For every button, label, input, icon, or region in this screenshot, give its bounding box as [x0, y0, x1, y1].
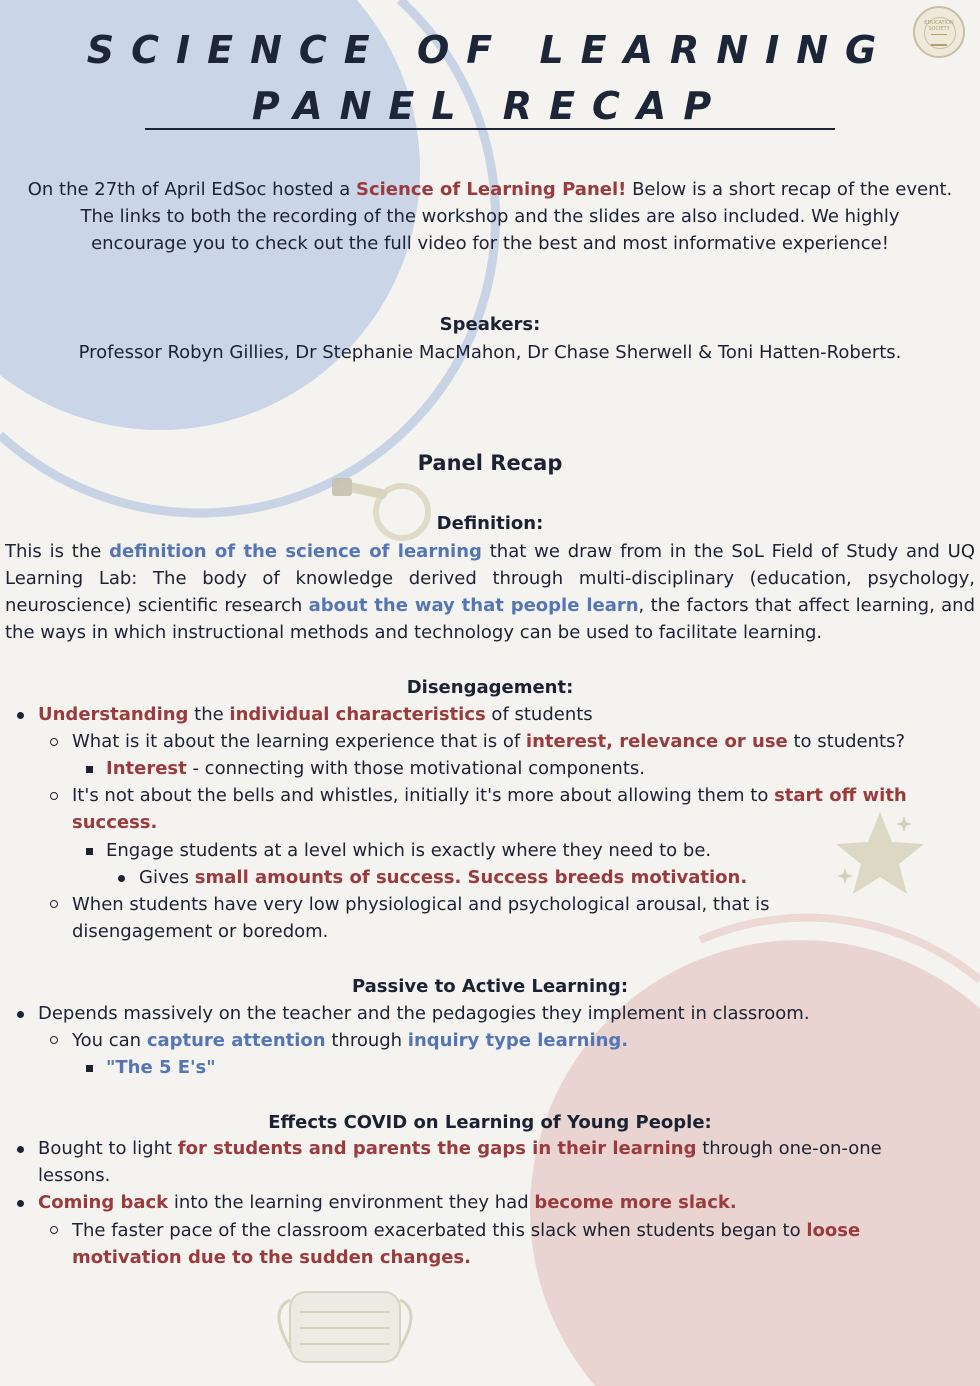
list-item: The faster pace of the classroom exacerbated this slack when students began to loose: [72, 1220, 861, 1241]
bullet: [86, 1065, 93, 1072]
intro-line-2: The links to both the recording of the workshop and the slides are also included. We highly: [80, 206, 900, 227]
bullet: [50, 738, 58, 746]
bullet: [50, 1226, 58, 1234]
logo-text: EDUCATION SOCIETY: [924, 20, 954, 32]
list-item: It's not about the bells and whistles, initially it's more about allowing them to start off with: [72, 785, 907, 806]
passive-active-heading: Passive to Active Learning:: [351, 976, 629, 997]
bullet: [17, 1011, 24, 1018]
list-item: Bought to light for students and parents the gaps in their learning through one-on-one: [38, 1138, 882, 1159]
intro-line-3: encourage you to check out the full video for the best and most informative experience!: [91, 233, 889, 254]
list-item: Coming back into the learning environment they had become more slack.: [38, 1192, 737, 1213]
list-item: Engage students at a level which is exactly where they need to be.: [106, 840, 712, 861]
bullet: [17, 1146, 24, 1153]
speakers-heading: Speakers:: [439, 314, 541, 335]
bullet: [50, 900, 58, 908]
page-title-line-1: SCIENCE OF LEARNING: [86, 28, 894, 72]
disengagement-heading: Disengagement:: [406, 677, 574, 698]
list-item-continuation: lessons.: [38, 1165, 111, 1186]
list-item: Understanding the individual characteristics of students: [38, 704, 593, 725]
bullet: [86, 848, 93, 855]
list-item-continuation: success.: [72, 812, 158, 833]
bullet: [50, 792, 58, 800]
bullet: [50, 1036, 58, 1044]
title-underline: [145, 128, 835, 130]
list-item: When students have very low physiological and psychological arousal, that is: [72, 894, 770, 915]
bullet: [118, 875, 125, 882]
list-item: You can capture attention through inquiry type learning.: [72, 1030, 629, 1051]
list-item: What is it about the learning experience that is of interest, relevance or use to students?: [72, 731, 906, 752]
list-item: Gives small amounts of success. Success breeds motivation.: [139, 867, 748, 888]
list-item: Interest - connecting with those motivational components.: [106, 758, 645, 779]
intro-line-1: On the 27th of April EdSoc hosted a Science of Learning Panel! Below is a short recap of the event.: [27, 179, 953, 200]
list-item: "The 5 E's": [106, 1057, 216, 1078]
definition-paragraph: This is the definition of the science of learning that we draw from in the SoL Field of Study and UQ Learning Lab: The body of knowledge derived through multi-disciplinary (education, psychology, neuroscience) scientific research about the way that people learn, the factors that affect learning, and the ways in which instructional methods and technology can be used to facilitate learning.: [5, 541, 975, 643]
bullet: [86, 766, 93, 773]
speakers-names: Professor Robyn Gillies, Dr Stephanie MacMahon, Dr Chase Sherwell & Toni Hatten-Roberts.: [78, 342, 902, 363]
bullet: [17, 712, 24, 719]
list-item-continuation: disengagement or boredom.: [72, 921, 329, 942]
panel-recap-heading: Panel Recap: [417, 451, 563, 475]
bullet: [17, 1200, 24, 1207]
covid-heading: Effects COVID on Learning of Young People:: [268, 1112, 712, 1133]
page-title-line-2: PANEL RECAP: [251, 84, 729, 128]
list-item: Depends massively on the teacher and the pedagogies they implement in classroom.: [38, 1003, 810, 1024]
definition-heading: Definition:: [436, 513, 544, 534]
list-item-continuation: motivation due to the sudden changes.: [72, 1247, 471, 1268]
